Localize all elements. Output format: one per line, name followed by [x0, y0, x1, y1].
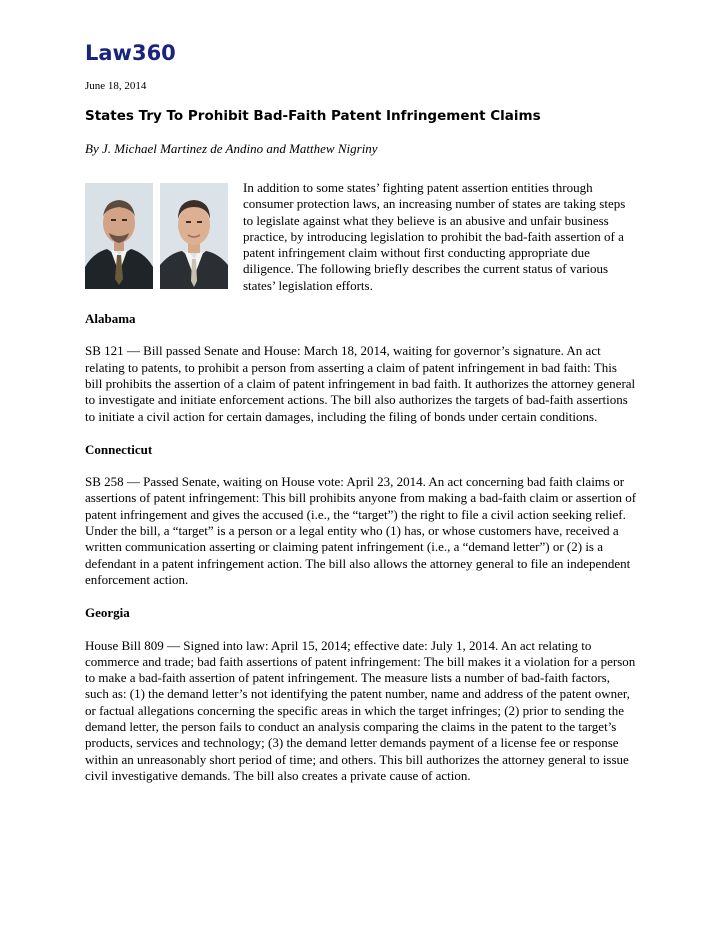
state-section-connecticut	[85, 442, 637, 588]
author-photos	[85, 183, 243, 289]
intro-paragraph: In addition to some states’ fighting patent assertion entities through consumer protection laws, an increasing number of states are taking steps to legislate against what they believe is an abusive and unfair business practice, by introducing legislation to prohibit the bad-faith assertion of a patent infringement claim without first conducting appropriate due diligence. The following briefly describes the current status of various states’ legislation efforts.	[243, 180, 626, 293]
publication-logo[interactable]: Law360	[85, 41, 176, 65]
portrait-icon	[85, 183, 153, 289]
author-photo-1	[85, 183, 153, 289]
section-heading: Connecticut	[85, 441, 153, 457]
section-heading: Alabama	[85, 311, 136, 327]
author-photo-2	[160, 183, 228, 289]
section-heading: Georgia	[85, 605, 130, 621]
state-section-georgia	[85, 605, 637, 784]
section-body: House Bill 809 — Signed into law: April 15, 2014; effective date: July 1, 2014. An act relating to commerce and trade; bad faith assertions of patent infringement: The bill makes it a violation for a person to make a bad-faith assertion of patent infringement. The measure lists a number of bad-faith factors, such as: (1) the demand letter’s not identifying the patent number, name and address of the patent owner, or factual allegations concerning the specific areas in which the target infringes; (2) prior to sending the demand letter, the person fails to conduct an analysis comparing the claims in the patent to the target’s products, services and technology; (3) the demand letter demands payment of a license fee or response within an unreasonably short period of time; and others. This bill authorizes the attorney general to issue civil investigative demands. The bill also creates a private cause of action.	[85, 637, 636, 783]
section-body: SB 258 — Passed Senate, waiting on House vote: April 23, 2014. An act concerning bad faith claims or assertions of patent infringement: This bill prohibits anyone from making a bad-faith claim or assertion of patent infringement and gives the accused (i.e., the “target”) the right to file a civil action seeking relief. Under the bill, a “target” is a person or a legal entity who (1) has, or whose customers have, received a written communication asserting or claiming patent infringement (i.e., a “demand letter”) or (2) is a defendant in a patent infringement action. The bill also allows the attorney general to file an independent enforcement action.	[85, 474, 637, 587]
portrait-icon	[160, 183, 228, 289]
article-headline: States Try To Prohibit Bad-Faith Patent Infringement Claims	[85, 108, 541, 124]
section-body: SB 121 — Bill passed Senate and House: March 18, 2014, waiting for governor’s signature. An act relating to patents, to prohibit a person from asserting a claim of patent infringement in bad faith: This bill prohibits the assertion of a claim of patent infringement in bad faith. It authorizes the attorney general to investigate and initiate enforcement actions. The bill also authorizes the targets of bad-faith assertions to initiate a civil action for certain damages, including the filing of bonds under certain conditions.	[85, 343, 636, 424]
article	[85, 40, 637, 784]
intro-block	[85, 180, 637, 294]
state-section-alabama	[85, 311, 637, 425]
article-byline: By J. Michael Martinez de Andino and Matthew Nigriny	[85, 141, 378, 156]
publication-date: June 18, 2014	[85, 80, 147, 92]
